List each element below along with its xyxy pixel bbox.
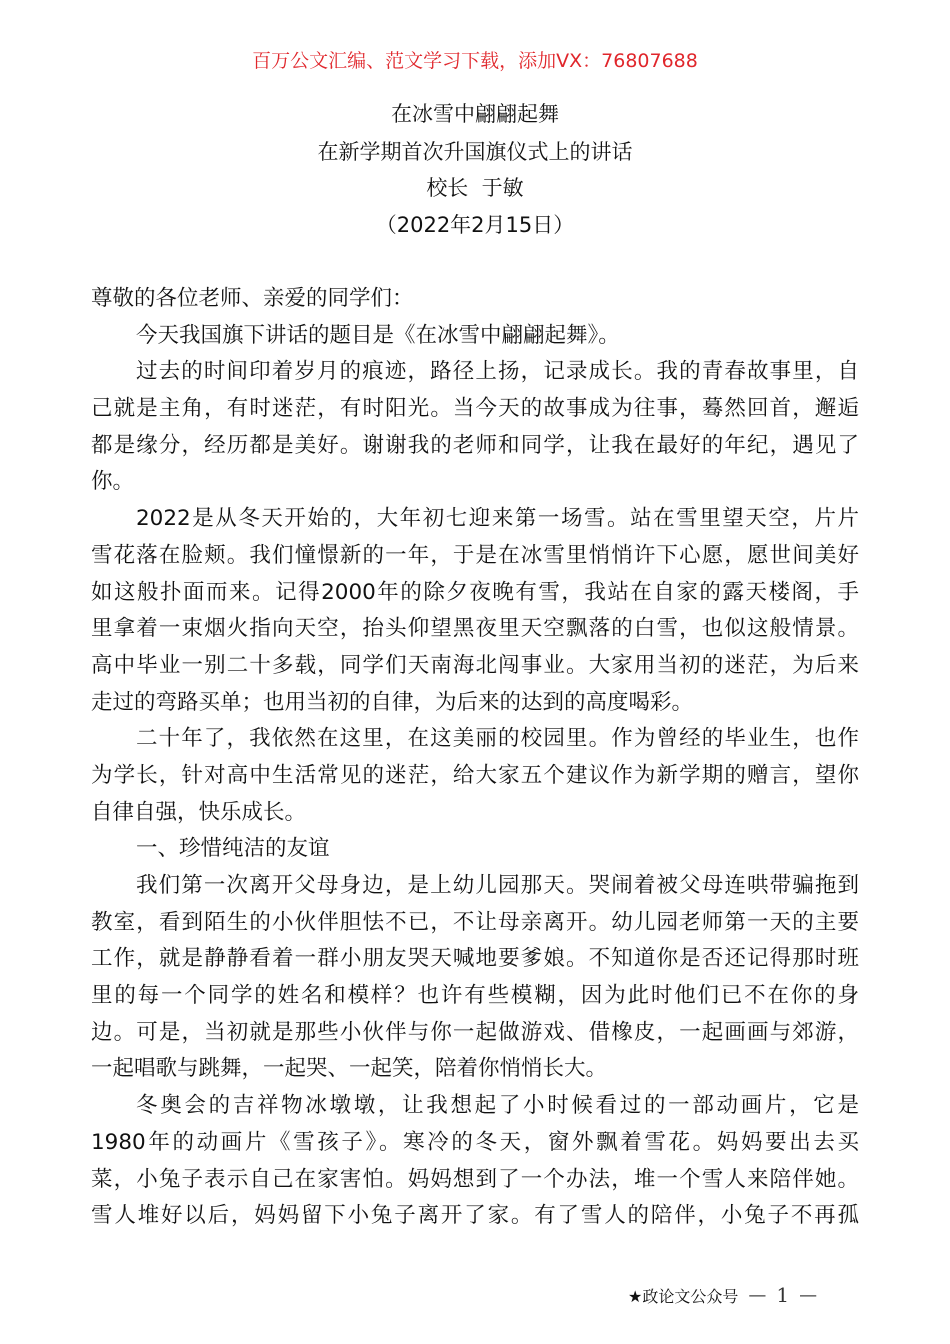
text-line: 自律自强，快乐成长。 xyxy=(91,799,307,825)
text-line: 雪人堆好以后，妈妈留下小兔子离开了家。有了雪人的陪伴，小兔子不再孤 xyxy=(91,1203,859,1229)
text-line: 1980年的动画片《雪孩子》。寒冷的冬天，窗外飘着雪花。妈妈要出去买 xyxy=(91,1129,859,1155)
text-line: 一起唱歌与跳舞，一起哭、一起笑，陪着你悄悄长大。 xyxy=(91,1056,608,1082)
footer-dash-right: — xyxy=(799,1284,818,1306)
text-line: 如这般扑面而来。记得2000年的除夕夜晚有雪，我站在自家的露天楼阁，手 xyxy=(91,579,859,605)
text-line: 里拿着一束烟火指向天空，抬头仰望黑夜里天空飘落的白雪，也似这般情景。 xyxy=(91,616,859,642)
document-body xyxy=(91,281,859,1235)
footer-dash-left: — xyxy=(748,1284,767,1306)
text-line: 工作，就是静静看着一群小朋友哭天喊地要爹娘。不知道你是否还记得那时班 xyxy=(91,946,859,972)
text-line: 教室，看到陌生的小伙伴胆怯不已，不让母亲离开。幼儿园老师第一天的主要 xyxy=(91,909,859,935)
text-line: 里的每一个同学的姓名和模样？也许有些模糊，因为此时他们已不在你的身 xyxy=(91,983,859,1009)
text-line: 雪花落在脸颊。我们憧憬新的一年，于是在冰雪里悄悄许下心愿，愿世间美好 xyxy=(91,542,859,568)
text-line: 二十年了，我依然在这里，在这美丽的校园里。作为曾经的毕业生，也作 xyxy=(136,726,859,752)
text-line: 高中毕业一别二十多载，同学们天南海北闯事业。大家用当初的迷茫，为后来 xyxy=(91,652,859,678)
footer-source: ★政论文公众号 xyxy=(628,1286,739,1306)
document-title: 在冰雪中翩翩起舞 xyxy=(391,102,559,126)
text-line: 尊敬的各位老师、亲爱的同学们： xyxy=(91,286,414,311)
document-subtitle: 在新学期首次升国旗仪式上的讲话 xyxy=(317,140,633,164)
page-footer xyxy=(628,1283,817,1307)
text-line: 都是缘分，经历都是美好。谢谢我的老师和同学，让我在最好的年纪，遇见了 xyxy=(91,432,859,458)
text-line: 己就是主角，有时迷茫，有时阳光。当今天的故事成为往事，蓦然回首，邂逅 xyxy=(91,396,859,422)
text-line: 你。 xyxy=(91,469,135,495)
text-line: 过去的时间印着岁月的痕迹，路径上扬，记录成长。我的青春故事里，自 xyxy=(136,359,859,385)
text-line: 今天我国旗下讲话的题目是《在冰雪中翩翩起舞》。 xyxy=(136,322,620,348)
document-author: 校长 于敏 xyxy=(426,176,524,200)
watermark-banner: 百万公文汇编、范文学习下载，添加VX：76807688 xyxy=(252,50,698,72)
page-number: 1 xyxy=(776,1283,790,1307)
text-line: 我们第一次离开父母身边，是上幼儿园那天。哭闹着被父母连哄带骗拖到 xyxy=(136,873,859,898)
text-line: 菜，小兔子表示自己在家害怕。妈妈想到了一个办法，堆一个雪人来陪伴她。 xyxy=(91,1166,859,1192)
document-date: （2022年2月15日） xyxy=(375,213,575,237)
text-line: 边。可是，当初就是那些小伙伴与你一起做游戏、借橡皮，一起画画与郊游， xyxy=(91,1019,859,1045)
text-line: 冬奥会的吉祥物冰墩墩，让我想起了小时候看过的一部动画片，它是 xyxy=(136,1093,859,1119)
text-line: 为学长，针对高中生活常见的迷茫，给大家五个建议作为新学期的赠言，望你 xyxy=(91,762,859,788)
text-line: 一、珍惜纯洁的友谊 xyxy=(136,836,330,862)
text-line: 2022是从冬天开始的，大年初七迎来第一场雪。站在雪里望天空，片片 xyxy=(136,506,859,532)
text-line: 走过的弯路买单；也用当初的自律，为后来的达到的高度喝彩。 xyxy=(91,689,694,715)
